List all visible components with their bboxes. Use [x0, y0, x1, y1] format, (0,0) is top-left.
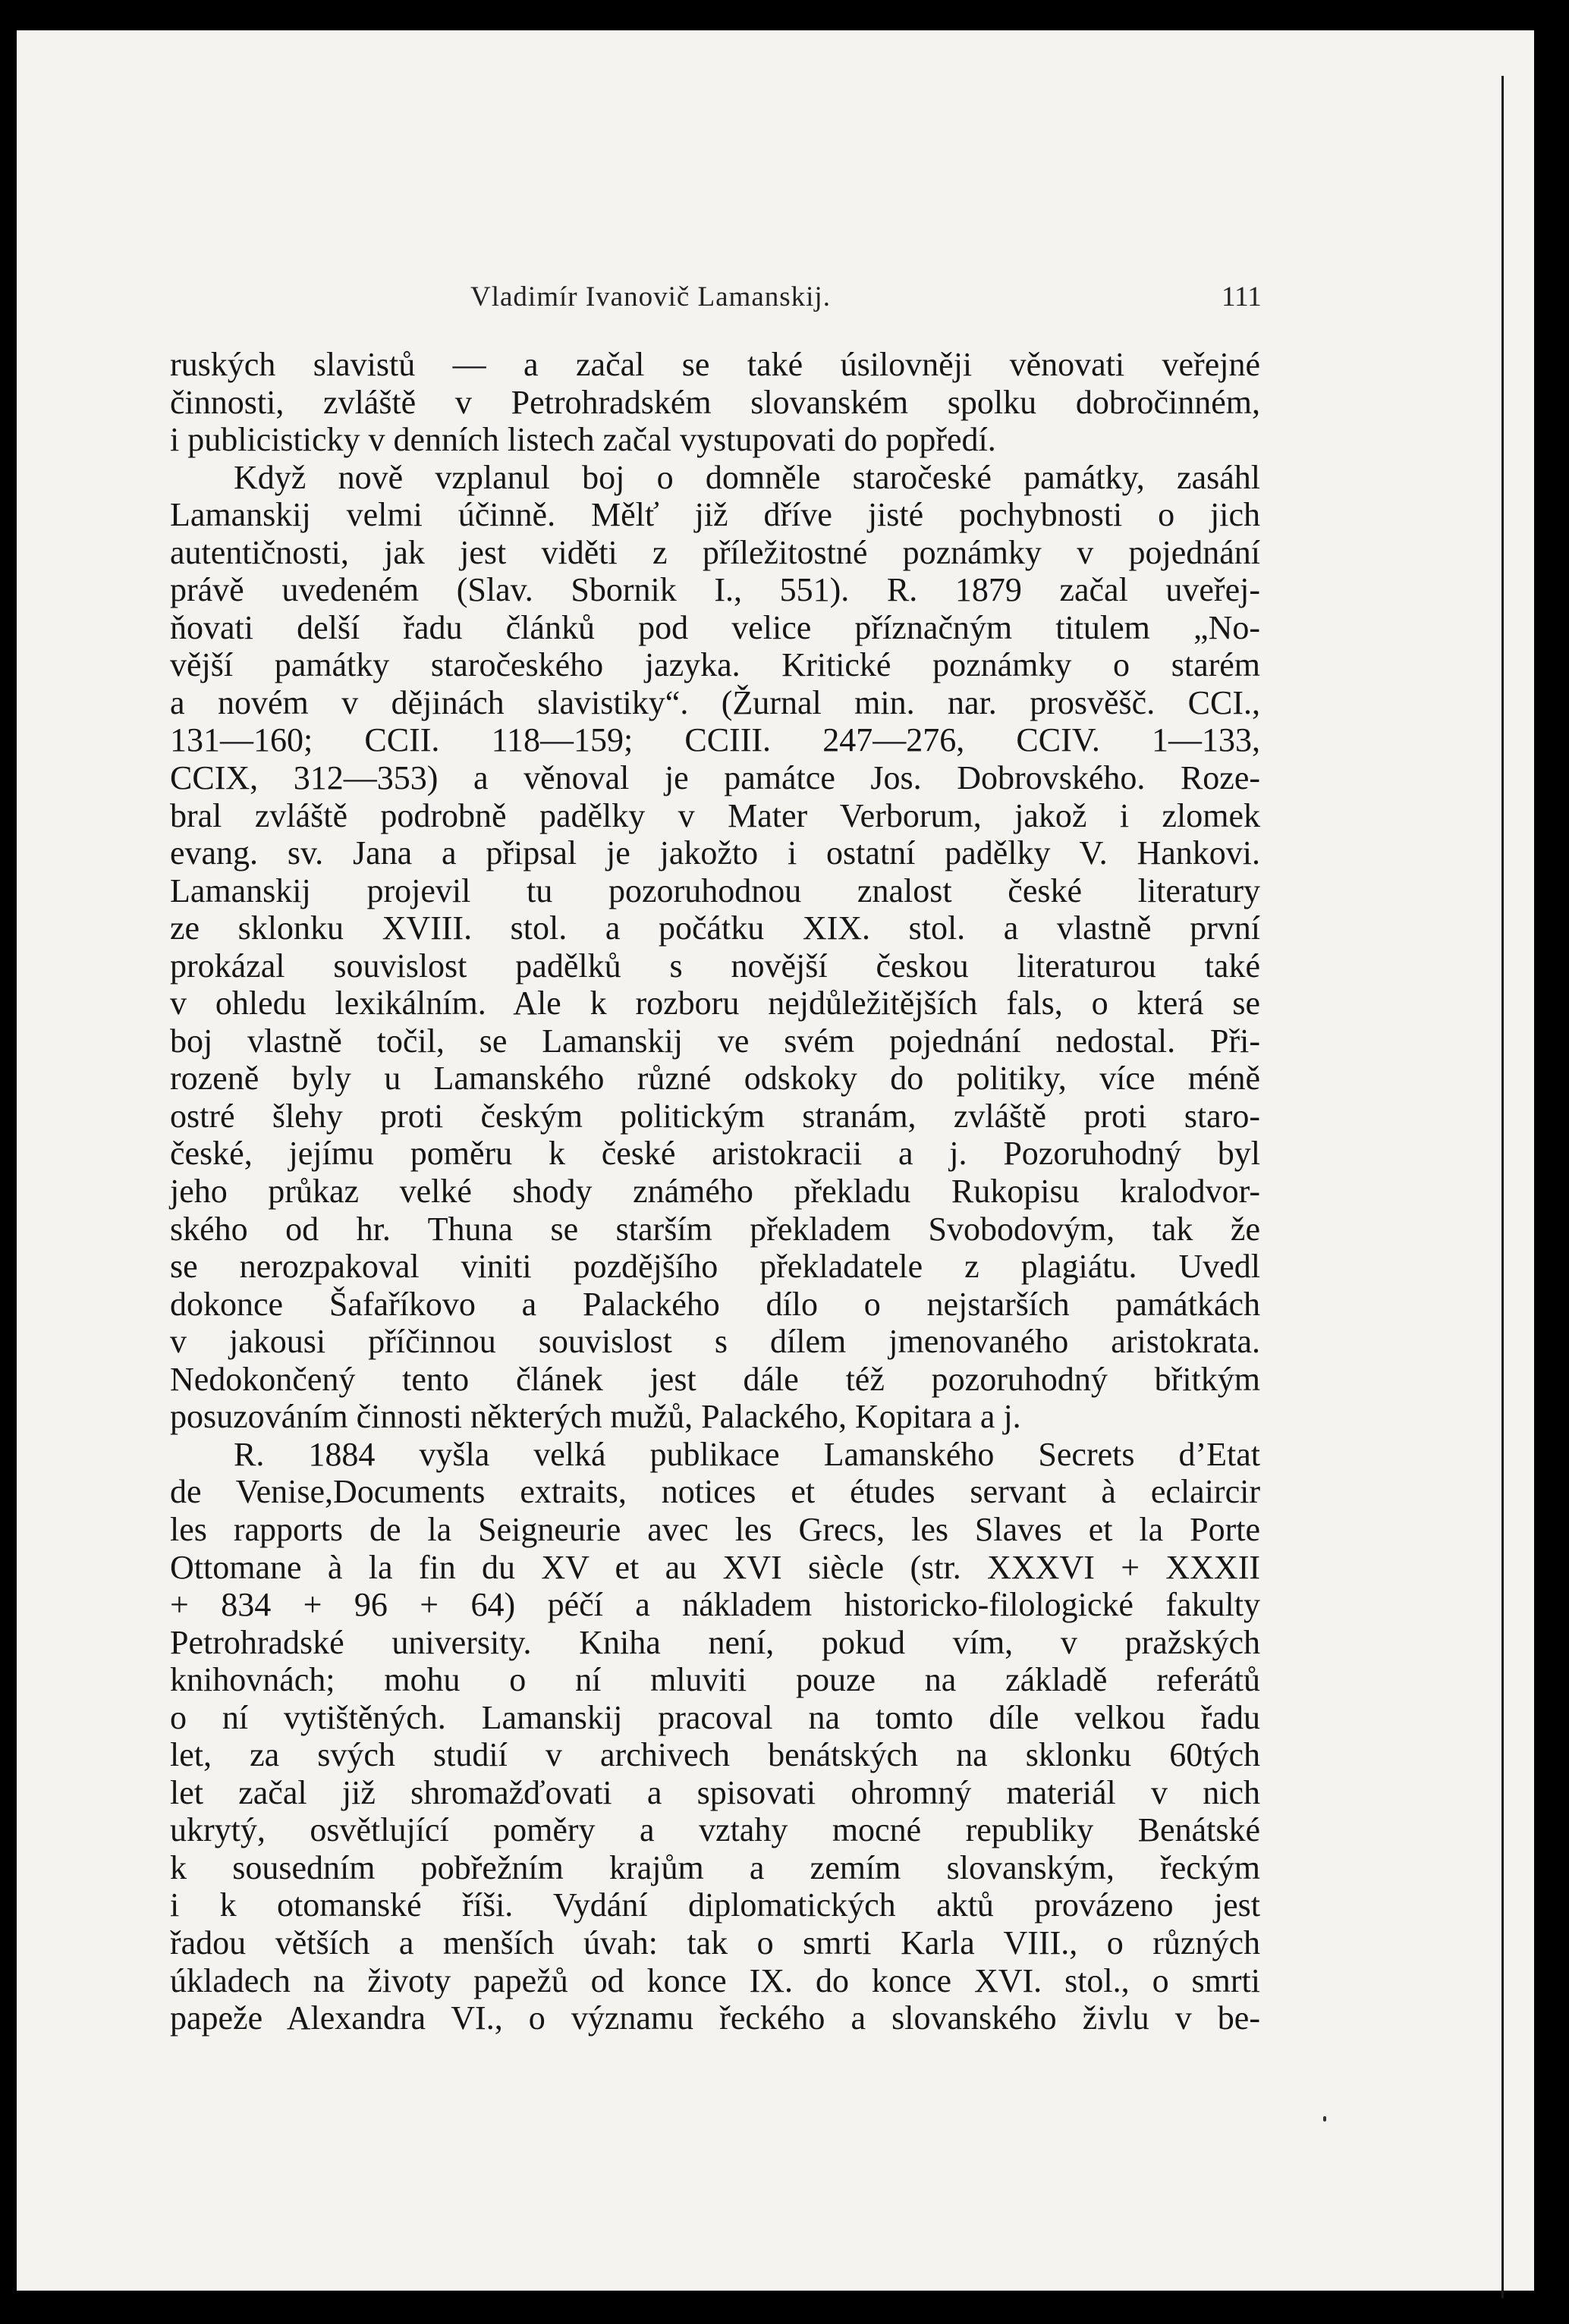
text-line: Když nově vzplanul boj o domněle staročeské památky, zasáhl	[234, 458, 1260, 496]
text-line: knihovnách; mohu o ní mluviti pouze na základě referátů	[170, 1661, 1260, 1699]
text-line: de Venise,Documents extraits, notices et études servant à eclaircir	[170, 1473, 1260, 1511]
text-line: Nedokončený tento článek jest dále též pozoruhodný břitkým	[170, 1360, 1260, 1398]
body-text	[170, 346, 1260, 2037]
text-line: i k otomanské říši. Vydání diplomatických aktů provázeno jest	[170, 1886, 1260, 1924]
text-line: evang. sv. Jana a připsal je jakožto i ostatní padělky V. Hankovi.	[170, 834, 1260, 872]
text-line: + 834 + 96 + 64) péčí a nákladem historicko-filologické fakulty	[170, 1586, 1260, 1624]
text-line: autentičnosti, jak jest viděti z příležitostné poznámky v pojednání	[170, 533, 1260, 571]
text-line: papeže Alexandra VI., o významu řeckého a slovanského živlu v be-	[170, 1999, 1260, 2037]
text-line: se nerozpakoval viniti pozdějšího překladatele z plagiátu. Uvedl	[170, 1248, 1260, 1286]
text-line: úkladech na životy papežů od konce IX. do konce XVI. stol., o smrti	[170, 1961, 1260, 1999]
text-line: k sousedním pobřežním krajům a zemím slovanským, řeckým	[170, 1848, 1260, 1886]
running-title: Vladimír Ivanovič Lamanskij.	[470, 281, 831, 312]
text-line: řadou větších a menších úvah: tak o smrti Karla VIII., o různých	[170, 1924, 1260, 1961]
text-line: Lamanskij projevil tu pozoruhodnou znalost české literatury	[170, 872, 1260, 909]
text-line: les rapports de la Seigneurie avec les Grecs, les Slaves et la Porte	[170, 1510, 1260, 1548]
page-number: 111	[1222, 281, 1262, 312]
page-edge-shadow	[1501, 76, 1504, 2298]
text-line: ruských slavistů — a začal se také úsilovněji věnovati veřejné	[170, 346, 1260, 383]
text-line: posuzováním činnosti některých mužů, Palackého, Kopitara a j.	[170, 1398, 1021, 1436]
text-line: Ottomane à la fin du XV et au XVI siècle (str. XXXVI + XXXII	[170, 1548, 1260, 1586]
text-line: dokonce Šafaříkovo a Palackého dílo o nejstarších památkách	[170, 1285, 1260, 1323]
text-line: rozeně byly u Lamanského různé odskoky do politiky, více méně	[170, 1060, 1260, 1098]
text-line: Petrohradské university. Kniha není, pokud vím, v pražských	[170, 1623, 1260, 1661]
text-line: 131—160; CCII. 118—159; CCIII. 247—276, CCIV. 1—133,	[170, 721, 1260, 759]
text-line: činnosti, zvláště v Petrohradském slovanském spolku dobročinném,	[170, 383, 1260, 421]
text-line: o ní vytištěných. Lamanskij pracoval na tomto díle velkou řadu	[170, 1698, 1260, 1736]
text-line: ňovati delší řadu článků pod velice příznačným titulem „No-	[170, 608, 1260, 646]
running-head	[17, 281, 1534, 319]
text-line: prokázal souvislost padělků s novější českou literaturou také	[170, 947, 1260, 985]
text-line: v jakousi příčinnou souvislost s dílem jmenovaného aristokrata.	[170, 1323, 1260, 1361]
scan-speck	[1323, 2116, 1326, 2121]
text-line: Lamanskij velmi účinně. Mělť již dříve jisté pochybnosti o jich	[170, 496, 1260, 534]
text-line: a novém v dějinách slavistiky“. (Žurnal min. nar. prosvěšč. CCI.,	[170, 683, 1260, 721]
text-line: ského od hr. Thuna se starším překladem Svobodovým, tak že	[170, 1210, 1260, 1248]
text-line: ostré šlehy proti českým politickým stranám, zvláště proti staro-	[170, 1097, 1260, 1135]
text-line: let začal již shromažďovati a spisovati ohromný materiál v nich	[170, 1773, 1260, 1811]
text-line: právě uvedeném (Slav. Sbornik I., 551). R. 1879 začal uveřej-	[170, 571, 1260, 609]
text-line: české, jejímu poměru k české aristokracii a j. Pozoruhodný byl	[170, 1135, 1260, 1173]
text-line: vější památky staročeského jazyka. Kritické poznámky o starém	[170, 646, 1260, 684]
text-line: let, za svých studií v archivech benátských na sklonku 60tých	[170, 1736, 1260, 1774]
book-page	[17, 30, 1534, 2291]
text-line: CCIX, 312—353) a věnoval je památce Jos. Dobrovského. Roze-	[170, 759, 1260, 797]
text-line: ukrytý, osvětlující poměry a vztahy mocné republiky Benátské	[170, 1811, 1260, 1849]
text-line: i publicisticky v denních listech začal vystupovati do popředí.	[170, 421, 996, 459]
text-line: bral zvláště podrobně padělky v Mater Verborum, jakož i zlomek	[170, 796, 1260, 834]
text-line: ze sklonku XVIII. stol. a počátku XIX. stol. a vlastně první	[170, 909, 1260, 947]
text-line: boj vlastně točil, se Lamanskij ve svém pojednání nedostal. Při-	[170, 1022, 1260, 1060]
text-line: v ohledu lexikálním. Ale k rozboru nejdůležitějších fals, o která se	[170, 985, 1260, 1022]
text-line: jeho průkaz velké shody známého překladu Rukopisu kralodvor-	[170, 1173, 1260, 1211]
text-line: R. 1884 vyšla velká publikace Lamanského Secrets d’Etat	[234, 1435, 1260, 1473]
